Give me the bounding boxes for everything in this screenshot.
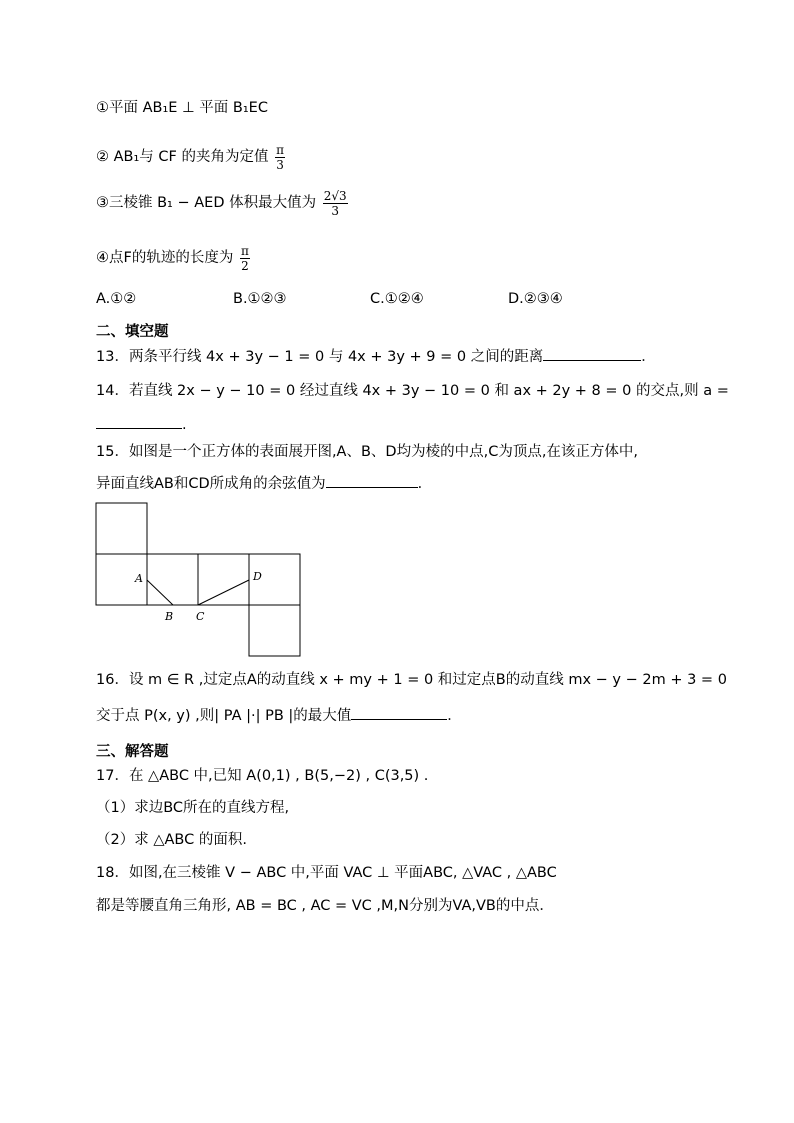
question-17-part-1: （1）求边BC所在的直线方程, [96, 800, 290, 816]
label-d: D [253, 570, 262, 583]
net-face-bottom [249, 605, 300, 656]
net-face-3 [198, 554, 249, 605]
question-15: 15．如图是一个正方体的表面展开图,A、B、D均为棱的中点,C为顶点,在该正方体中, [96, 444, 639, 460]
question-18-line-2: 都是等腰直角三角形, AB = BC , AC = VC ,M,N分别为VA,VB的中点． [96, 898, 554, 914]
statement-1: ①平面 AB₁E ⊥ 平面 B₁EC [96, 100, 268, 116]
fraction-pi-over-2: $\frac{\pi}{2}$ [240, 243, 249, 273]
question-16-line-2: 交于点 P(x, y) ,则| PA |·| PB |的最大值 ． [96, 705, 462, 725]
section-3-heading: 三、解答题 [96, 744, 169, 760]
label-c: C [196, 610, 205, 623]
question-13: 13．两条平行线 4x + 3y − 1 = 0 与 4x + 3y + 9 = 0 之间的距离 ． [96, 346, 656, 366]
answer-blank-15 [326, 473, 418, 488]
statement-4: ④点F的轨迹的长度为 $\frac{\pi}{2}$ [96, 243, 249, 273]
question-17: 17．在 △ABC 中,已知 A(0,1) , B(5,−2) , C(3,5) . [96, 768, 429, 784]
section-2-heading: 二、填空题 [96, 324, 169, 340]
option-d: D.②③④ [508, 291, 563, 307]
statement-3: ③三棱锥 B₁ − AED 体积最大值为 $\frac{2√3}{3}$ [96, 188, 347, 218]
question-18: 18．如图,在三棱锥 V − ABC 中,平面 VAC ⊥ 平面ABC, △VAC , △ABC [96, 865, 557, 881]
cube-net-figure [95, 502, 305, 662]
fraction-pi-over-3: $\frac{\pi}{3}$ [276, 142, 284, 172]
question-15-line-2: 异面直线AB和CD所成角的余弦值为 ． [96, 473, 432, 493]
fraction-2sqrt3-over-3: $\frac{2√3}{3}$ [323, 188, 347, 218]
answer-blank-13 [543, 346, 641, 361]
answer-blank-14 [96, 414, 182, 429]
option-b: B.①②③ [233, 291, 287, 307]
question-16: 16．设 m ∈ R ,过定点A的动直线 x + my + 1 = 0 和过定点B的动直线 mx − y − 2m + 3 = 0 [96, 672, 727, 688]
question-14-line-2: . [96, 414, 187, 434]
answer-blank-16 [351, 705, 447, 720]
option-c: C.①②④ [370, 291, 424, 307]
question-17-part-2: （2）求 △ABC 的面积. [96, 832, 247, 848]
net-face-top [96, 503, 147, 554]
segment-ab [147, 580, 173, 605]
statement-2: ② AB₁与 CF 的夹角为定值 $\frac{\pi}{3}$ [96, 142, 284, 172]
label-a: A [135, 572, 143, 585]
segment-cd [198, 580, 249, 605]
question-14: 14．若直线 2x − y − 10 = 0 经过直线 4x + 3y − 10 = 0 和 ax + 2y + 8 = 0 的交点,则 a = [96, 383, 729, 399]
net-face-2 [147, 554, 198, 605]
label-b: B [165, 610, 174, 623]
option-a: A.①② [96, 291, 137, 307]
